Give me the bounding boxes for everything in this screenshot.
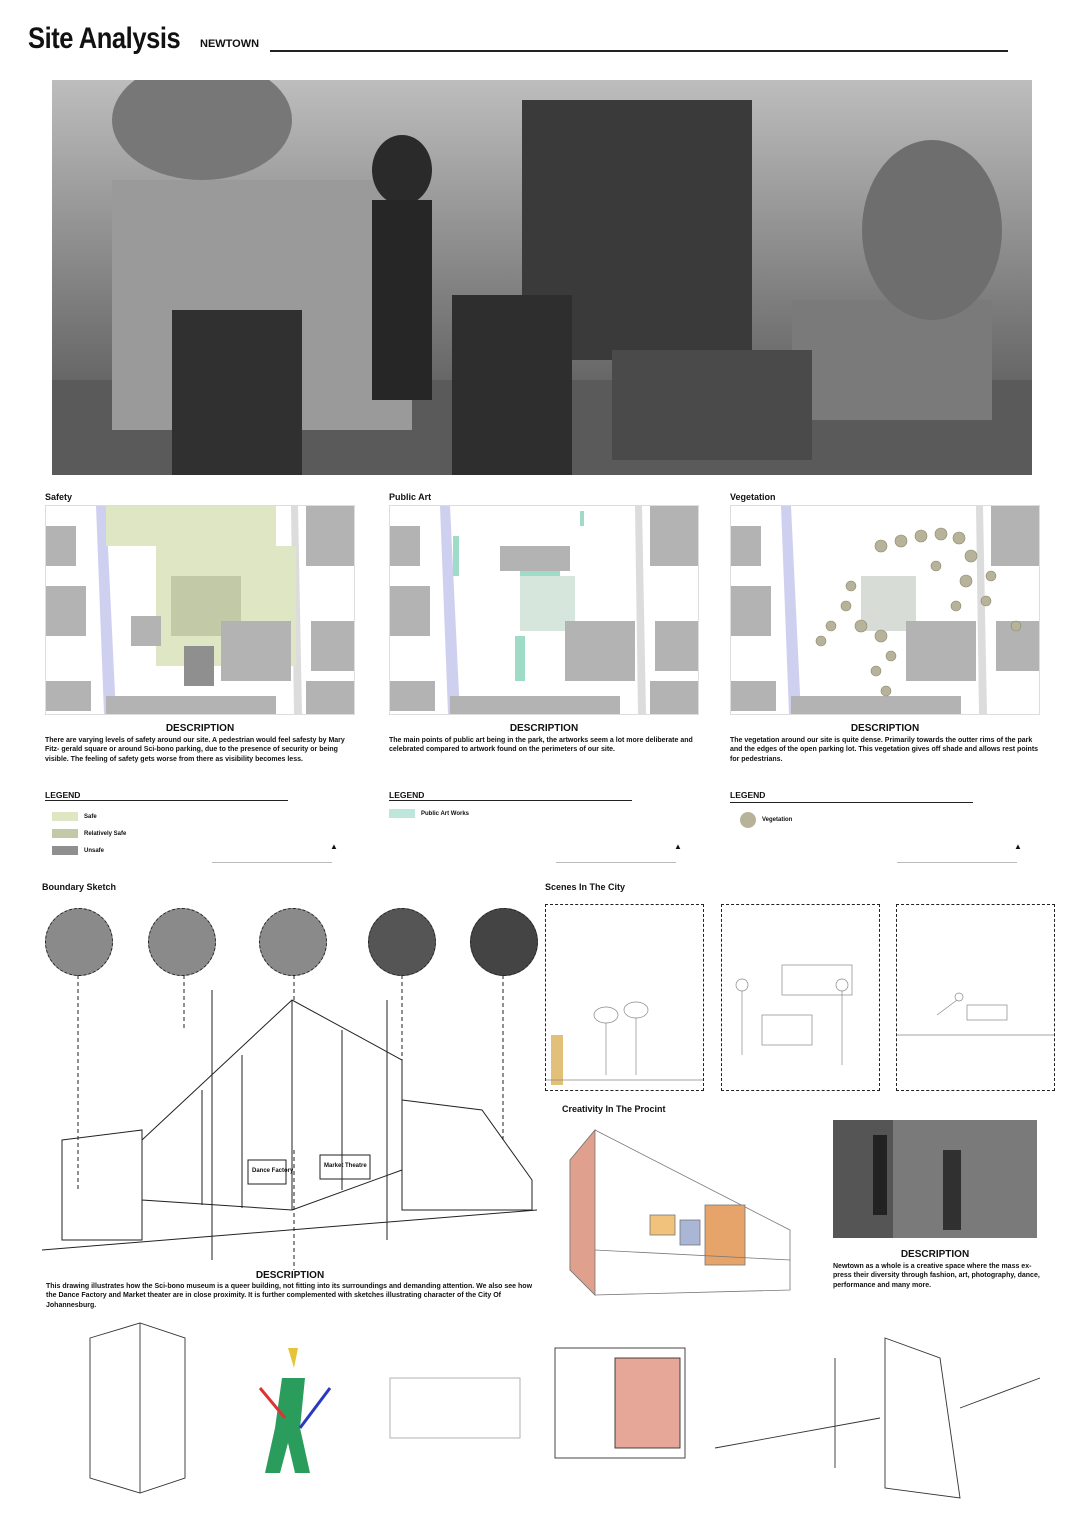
sign-dance-factory: Dance Factory [252,1168,294,1174]
scene-sketch-2 [721,904,880,1091]
public-art-description: The main points of public art being in the park, the artworks seem a lot more deliberate and celebrated compared to artwork found on the perimeters of our site. [389,737,693,754]
title-rule [270,50,1008,52]
boundary-sketch-title: Boundary Sketch [42,882,117,892]
scale-bar [897,862,1017,863]
creativity-desc-heading: DESCRIPTION [900,1249,970,1260]
boundary-desc-heading: DESCRIPTION [255,1270,325,1281]
legend-swatch [52,812,78,821]
legend-label: Public Art Works [421,810,470,817]
legend-item-safe [52,812,97,821]
legend-swatch [740,812,756,828]
safety-legend-title: LEGEND [45,790,81,800]
page-title: Site Analysis [28,22,181,55]
vegetation-legend-rule [730,802,973,803]
legend-label: Relatively Safe [84,830,127,837]
scene-sketch-3 [896,904,1055,1091]
texture-circle-1 [45,908,113,976]
north-arrow-icon: ▲ [1014,842,1022,851]
legend-label: Unsafe [84,847,105,854]
vegetation-legend-title: LEGEND [730,790,766,800]
texture-circle-2 [148,908,216,976]
public-art-legend-rule [389,800,632,801]
creativity-description: Newtown as a whole is a creative space where the mass ex- press their diversity through fashion, art, photography, dance, performance and many more. [833,1263,1040,1289]
scale-bar [556,862,676,863]
safety-title: Safety [45,492,73,502]
safety-map [45,505,355,715]
texture-circle-4 [368,908,436,976]
public-art-map [389,505,699,715]
scale-bar [212,862,332,863]
legend-label: Vegetation [762,817,793,823]
character-sketch-strip [60,1318,1045,1518]
hero-collage-image [52,80,1032,475]
texture-circle-5 [470,908,538,976]
safety-desc-heading: DESCRIPTION [165,723,235,734]
vegetation-description: The vegetation around our site is quite dense. Primarily towards the outter rims of the park and the edges of the open parking lot. This vegetation gives off shade and allows rest points for pedestrians. [730,737,1039,763]
legend-swatch [52,829,78,838]
legend-item-public-art [389,809,469,818]
vegetation-title: Vegetation [730,492,776,502]
legend-label: Safe [84,813,97,820]
boundary-sketch-drawing [42,970,537,1270]
legend-item-relatively-safe [52,829,126,838]
legend-item-unsafe [52,846,104,855]
creativity-photo [833,1120,1037,1238]
public-art-title: Public Art [389,492,432,502]
creativity-sketch [565,1120,810,1310]
legend-swatch [389,809,415,818]
page-subtitle: NEWTOWN [200,38,260,50]
vegetation-map [730,505,1040,715]
boundary-description: This drawing illustrates how the Sci-bono museum is a queer building, not fitting into its surroundings and demanding attention. We also see how the Dance Factory and Market theater are in close proximity. It is further complemented with sketches illustrating character of the City Of Johannesburg. [46,1283,533,1309]
public-art-legend-title: LEGEND [389,790,425,800]
legend-item-vegetation [740,812,792,828]
north-arrow-icon: ▲ [674,842,682,851]
safety-legend-rule [45,800,288,801]
scene-sketch-1 [545,904,704,1091]
texture-circle-3 [259,908,327,976]
vegetation-desc-heading: DESCRIPTION [850,723,920,734]
creativity-title: Creativity In The Procint [562,1104,666,1114]
safety-description: There are varying levels of safety around our site. A pedestrian would feel safesty by Mary Fitz- gerald square or around Sci-bono parking, due to the presence of security or being visible. The feeling of safety gets worse from there as visibility becomes less. [45,737,345,763]
public-art-desc-heading: DESCRIPTION [509,723,579,734]
north-arrow-icon: ▲ [330,842,338,851]
sign-market-theatre: Market Theatre [324,1163,367,1169]
legend-swatch [52,846,78,855]
scenes-title: Scenes In The City [545,882,626,892]
